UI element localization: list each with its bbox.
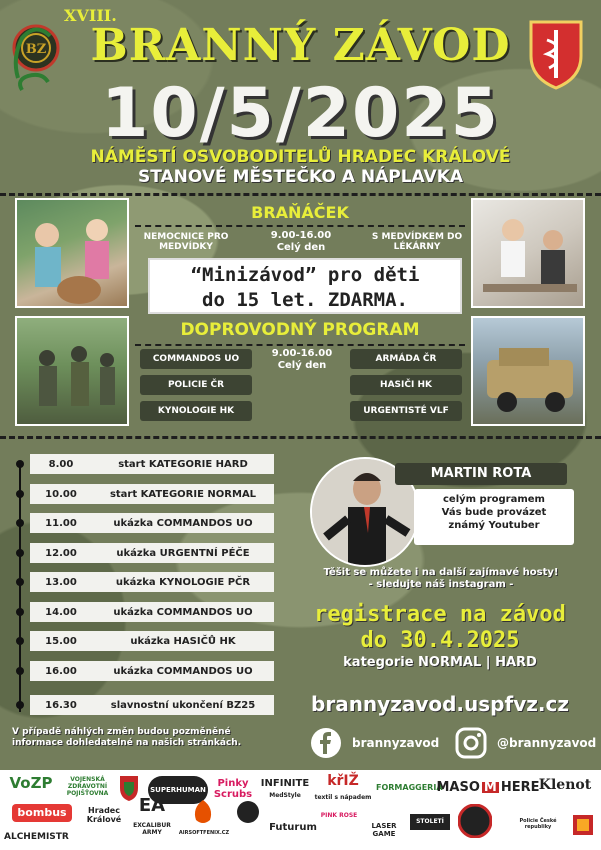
sponsor-infinite-sub: MedStyle [269,792,301,799]
sponsor-pinkrose: PINK ROSE [320,812,358,819]
schedule-desc: ukázka HASIČŮ HK [130,635,236,647]
schedule-desc: ukázka COMMANDOS UO [113,665,253,677]
timeline-dot [16,460,24,468]
maso-m-text: M [483,780,497,795]
sponsor-formaggeria: FORMAGGERIA [376,783,443,792]
registration-deadline: do 30.4.2025 [360,628,520,653]
facebook-link[interactable] [310,727,439,759]
instagram-icon [455,727,487,759]
sponsor-pinky: Pinky Scrubs [213,778,253,800]
schedule-desc: start KATEGORIE HARD [118,458,248,470]
schedule-row [30,454,274,474]
facebook-handle: brannyzavod [352,736,440,750]
guests-text: Těšit se můžete i na další zajímavé hosty! [323,567,559,578]
timeline-dot [16,549,24,557]
sponsor-infinite: INFINITE [260,778,310,789]
sponsor-vozp: VoZP [9,774,53,792]
black-circle-logo [236,800,260,824]
sponsor-vozp-sub: VOJENSKÁ ZDRAVOTNÍ POJIŠŤOVNA [66,776,109,797]
timeline-dot [16,701,24,709]
schedule-desc: slavnostní ukončení BZ25 [110,699,256,711]
program-time: 9.00-16.00 [271,348,333,360]
guests-instagram-text: - sledujte náš instagram - [368,579,514,590]
divider-middle [0,436,601,439]
schedule-time: 13.00 [45,576,77,588]
sponsor-hradec: Hradec Králové [86,806,122,824]
program-left-item: POLICIE ČR [140,375,252,395]
army-shield-logo [118,774,140,802]
sponsor-klenot: Klenot [538,777,592,793]
schedule-time: 16.00 [45,665,77,677]
schedule-time: 11.00 [45,517,77,529]
event-title: BRANNÝ ZÁVOD [90,20,511,71]
schedule-time: 10.00 [45,488,77,500]
program-divider [135,344,465,346]
host-line: Vás bude provázet [441,507,547,518]
schedule-desc: ukázka KYNOLOGIE PČR [115,576,251,588]
photo-army-vehicle [471,316,585,426]
schedule-row [30,631,274,651]
facebook-icon [310,727,342,759]
schedule-row [30,513,274,533]
event-subplace: STANOVÉ MĚSTEČKO A NÁPLAVKA [137,167,464,187]
minizavod-box [148,258,462,314]
schedule-time: 15.00 [45,635,77,647]
schedule-row [30,572,274,592]
timeline-dot [16,490,24,498]
event-place: NÁMĚSTÍ OSVOBODITELŮ HRADEC KRÁLOVÉ [90,147,511,167]
branacek-time: 9.00-16.00 [270,230,332,242]
divider-top [0,193,601,196]
note-line: informace dohledatelné na našich stránkách. [12,738,242,748]
timeline-dot [16,667,24,675]
timeline-dot [16,637,24,645]
program-right-item: URGENTISTÉ VLF [350,401,462,421]
photo-commandos [15,316,129,426]
branacek-divider [135,225,465,227]
schedule-desc: ukázka COMMANDOS UO [113,606,253,618]
host-description [414,489,574,545]
timeline-dot [16,578,24,586]
sponsor-futurum: Futurum [269,822,317,833]
program-right-item: ARMÁDA ČR [350,349,462,369]
sponsor-kriz-sub: textil s nápadem [314,794,372,801]
change-note [12,727,302,749]
schedule-time: 14.00 [45,606,77,618]
here-text: HERE [500,780,540,795]
branacek-title: BRAŇÁČEK [251,203,349,222]
sponsor-stoleti: STOLETÍ [410,814,450,830]
schedule-row [30,661,274,681]
schedule-desc: ukázka COMMANDOS UO [113,517,253,529]
photo-children-teddy [15,198,129,308]
sponsor-superhuman: SUPERHUMAN [148,776,208,804]
timeline-dot [16,608,24,616]
schedule-desc: ukázka URGENTNÍ PÉČE [116,547,250,559]
sponsor-ea: EA [138,795,166,816]
schedule-row [30,543,274,563]
program-title: DOPROVODNÝ PROGRAM [180,320,420,340]
sponsors-bar [0,770,601,850]
minizavod-line1: “Minizávod” pro děti [190,264,420,286]
host-line: celým programem [443,494,545,505]
sponsor-maso-here [436,780,540,795]
maso-text: MASO [436,780,480,795]
branacek-right-label: S MEDVÍDKEM DO LÉKÁRNY [371,231,463,252]
sponsor-excalibur: EXCALIBUR ARMY [133,822,171,836]
event-date: 10/5/2025 [101,74,500,153]
sponsor-laser: LASER GAME [371,822,397,838]
host-name: MARTIN ROTA [395,463,567,485]
program-left-item: COMMANDOS UO [140,349,252,369]
registration-title: registrace na závod [314,602,566,627]
program-right-item: HASIČI HK [350,375,462,395]
schedule-row [30,695,274,715]
red-black-circle-logo [458,804,492,838]
host-line: známý Youtuber [448,520,540,531]
sponsor-bombus: bombus [12,804,72,822]
sponsor-alchemistr: ALCHEMISTR [4,832,69,842]
program-time-sub: Celý den [277,360,327,372]
note-line: V případě náhlých změn budou pozměněné [12,727,231,737]
logo-bz-text: BZ [25,42,47,57]
registration-categories: kategorie NORMAL | HARD [343,655,537,670]
website-link[interactable]: brannyzavod.uspfvz.cz [311,692,569,716]
branacek-left-label: NEMOCNICE PRO MEDVÍDKY [143,231,229,252]
minizavod-line2: do 15 let. ZDARMA. [202,289,408,311]
airsoft-phoenix-logo [188,798,218,828]
schedule-time: 8.00 [48,458,74,470]
schedule-desc: start KATEGORIE NORMAL [109,488,257,500]
program-left-item: KYNOLOGIE HK [140,401,252,421]
edition-label: XVIII. [64,6,117,25]
sponsor-airsoft: AIRSOFTFENIX.CZ [178,830,230,836]
region-shield-logo [572,814,594,836]
sponsor-policie: Policie České republiky [519,818,557,830]
photo-pharmacy [471,198,585,308]
schedule-time: 16.30 [45,699,77,711]
instagram-handle: @brannyzavod [497,736,597,750]
schedule-row [30,602,274,622]
schedule-time: 12.00 [45,547,77,559]
instagram-link[interactable] [455,727,596,759]
timeline-dot [16,519,24,527]
branacek-time-sub: Celý den [276,242,326,254]
schedule-row [30,484,274,504]
sponsor-kriz: křIŽ [327,773,359,789]
